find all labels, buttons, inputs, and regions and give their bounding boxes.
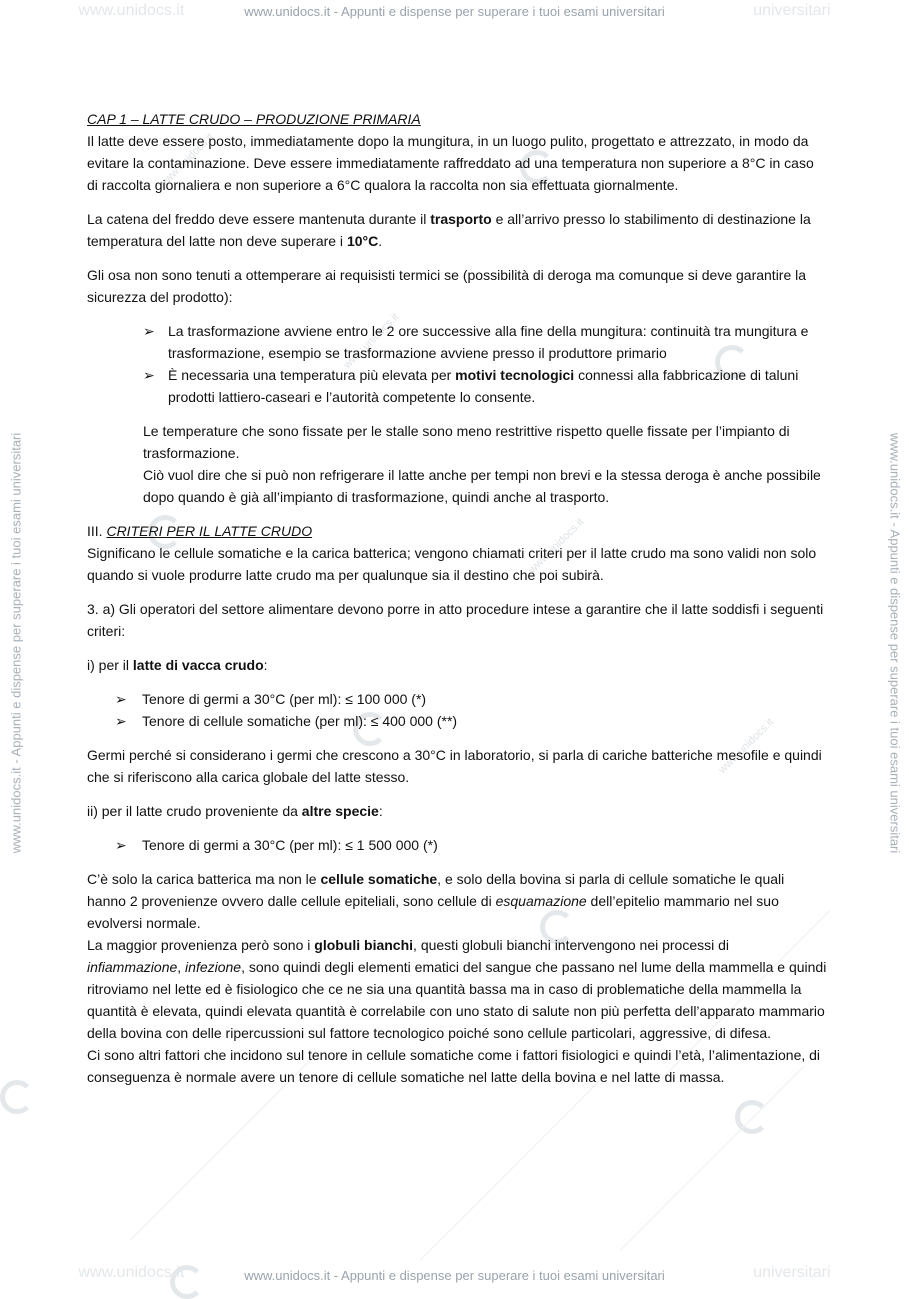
list-item-text: Tenore di cellule somatiche (per ml): ≤ 400 000 (**) [142,713,458,729]
italic-text: infezione [185,959,242,975]
watermark-bottom: www.unidocs.it - Appunti e dispense per superare i tuoi esami universitari [244,1268,665,1283]
bold-text: latte di vacca crudo [132,657,264,673]
paragraph [87,868,827,934]
list-item [87,688,827,710]
bold-text: trasporto [430,211,492,227]
arrow-bullet-icon: ➢ [115,837,127,853]
document-body [87,108,827,1100]
watermark-ghost-left-text-bottom: www.unidocs.it [78,1264,185,1281]
watermark-logo-icon [170,1265,204,1299]
text-run: La catena del freddo deve essere mantenuta durante il [87,211,431,227]
watermark-left: www.unidocs.it - Appunti e dispense per superare i tuoi esami universitari [8,432,24,854]
text-run: , sono quindi degli elementi ematici del sangue che passano nel lume della mammella e quindi ritroviamo nel lette ed è fisiologico che ce ne sia una quantità bassa ma in caso di problematiche della mammella la quantità è elevata, quindi elevata quantità è correlabile con uno stato di salute non più perfetta dell’apparato mammario della bovina con delle ripercussioni sul fattore tecnologico poiché sono cellule particolari, aggressive, di difesa. [87,959,827,1041]
list-item [87,320,827,364]
list-item-text: La trasformazione avviene entro le 2 ore successive alla fine della mungitura: continuità tra mungitura e trasformazione, esempio se trasformazione avviene presso il produttore primario [168,323,809,361]
text-run: C’è solo la carica batterica ma non le [87,871,321,887]
watermark-ghost-left-text: www.unidocs.it [78,2,185,19]
watermark-right: www.unidocs.it - Appunti e dispense per superare i tuoi esami universitari [887,432,903,854]
paragraph: Le temperature che sono fissate per le stalle sono meno restrittive rispetto quelle fissate per l’impianto di trasformazione. [143,423,790,461]
bold-text: 10°C [346,233,379,249]
bold-text: motivi tecnologici [455,367,575,383]
list-item [87,710,827,732]
watermark-diag-text: www.unidocs.it [156,131,217,191]
bullet-list [87,688,827,732]
italic-text: infiammazione [87,959,178,975]
bold-text: globuli bianchi [314,937,414,953]
bold-text: altre specie [301,803,379,819]
text-run: i) per il [87,657,133,673]
bullet-list [87,834,827,856]
watermark-ghost-right-text-bottom: universitari [753,1264,831,1281]
paragraph [87,208,827,252]
section-number: III. [87,523,107,539]
arrow-bullet-icon: ➢ [143,367,155,383]
watermark-diag-text: www.unidocs.it [341,311,402,371]
paragraph: Il latte deve essere posto, immediatamente dopo la mungitura, in un luogo pulito, progettato e attrezzato, in modo da evitare la contaminazione. Deve essere immediatamente raffreddato ad una temperatura non superiore a 8°C in caso di raccolta giornaliera e non superiore a 6°C qualora la raccolta non sia effettuata giornalmente. [87,133,814,193]
paragraph [87,934,827,1044]
text-run: connessi alla fabbricazione di taluni prodotti lattiero-caseari e l’autorità competente lo consente. [168,367,799,405]
paragraph [87,654,827,676]
text-run: , questi globuli bianchi intervengono nei processi di [413,937,730,953]
text-run: , [177,959,186,975]
text-run: La maggior provenienza però sono i [87,937,315,953]
bold-text: cellule somatiche [320,871,438,887]
section-title-text: CRITERI PER IL LATTE CRUDO [106,523,313,539]
text-run: e all’arrivo presso lo stabilimento di destinazione la temperatura del latte non deve superare i [87,211,811,249]
paragraph: Gli osa non sono tenuti a ottemperare ai requisisti termici se (possibilità di deroga ma comunque si deve garantire la sicurezza del prodotto): [87,267,807,305]
text-run: , e solo della bovina si parla di cellule somatiche le quali hanno 2 provenienze ovvero dalle cellule epiteliali, sono cellule di [87,871,785,909]
paragraph [87,800,827,822]
section-title [87,520,827,542]
paragraph: Significano le cellule somatiche e la carica batterica; vengono chiamati criteri per il latte crudo ma sono validi non solo quando si vuole produrre latte crudo ma per qualunque sia il destino che poi subirà. [87,545,817,583]
italic-text: esquamazione [495,893,587,909]
list-item [87,834,827,856]
arrow-bullet-icon: ➢ [115,713,127,729]
watermark-logo-icon [0,1080,34,1114]
arrow-bullet-icon: ➢ [143,323,155,339]
list-item-text: Tenore di germi a 30°C (per ml): ≤ 100 000 (*) [142,691,427,707]
bullet-list [87,320,827,408]
paragraph: Germi perché si considerano i germi che crescono a 30°C in laboratorio, si parla di cariche batteriche mesofile e quindi che si riferiscono alla carica globale del latte stesso. [87,747,822,785]
text-run: ii) per il latte crudo proveniente da [87,803,302,819]
text-run: È necessaria una temperatura più elevata per [168,367,456,383]
watermark-line [420,1076,605,1261]
list-item [87,364,827,408]
text-run: . [378,233,383,249]
text-run: : [378,803,383,819]
watermark-diag-text: www.unidocs.it [526,516,587,576]
chapter-title: CAP 1 – LATTE CRUDO – PRODUZIONE PRIMARIA [87,111,421,127]
arrow-bullet-icon: ➢ [115,691,127,707]
watermark-top: www.unidocs.it - Appunti e dispense per superare i tuoi esami universitari [244,4,665,19]
text-run: : [263,657,268,673]
watermark-diag-text: www.unidocs.it [716,716,777,776]
paragraph: 3. a) Gli operatori del settore alimentare devono porre in atto procedure intese a garantire che il latte soddisfi i seguenti criteri: [87,601,824,639]
paragraph: Ciò vuol dire che si può non refrigerare il latte anche per tempi non brevi e la stessa deroga è anche possibile dopo quando è già all’impianto di trasformazione, quindi anche al trasporto. [143,467,821,505]
list-item-text: Tenore di germi a 30°C (per ml): ≤ 1 500 000 (*) [142,837,438,853]
text-run: dell’epitelio mammario nel suo evolversi normale. [87,893,779,931]
watermark-ghost-right-text: universitari [753,2,831,19]
paragraph: Ci sono altri fattori che incidono sul tenore in cellule somatiche come i fattori fisiologici e quindi l’età, l’alimentazione, di conseguenza è normale avere un tenore di cellule somatiche nel latte della bovina e nel latte di massa. [87,1047,821,1085]
